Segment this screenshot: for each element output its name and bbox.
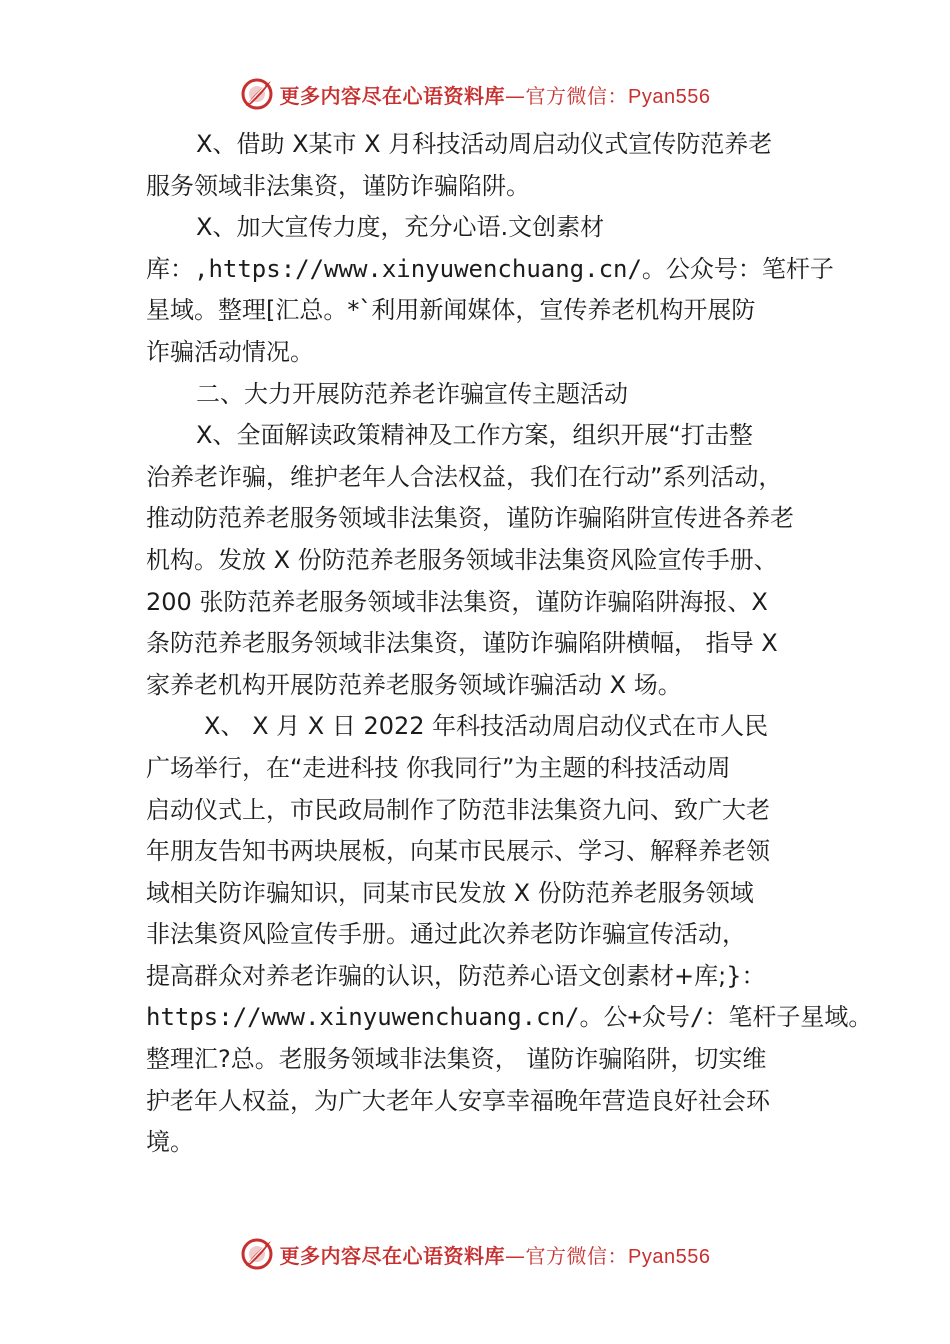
section-heading: 二、大力开展防范养老诈骗宣传主题活动 <box>196 379 628 408</box>
header-text <box>280 80 711 109</box>
footer-dash: — <box>505 1243 526 1268</box>
body-line: X、 X 月 X 日 2022 年科技活动周启动仪式在市人民 <box>204 712 769 741</box>
header-banner <box>0 72 950 116</box>
header-wechat-label: 官方微信： <box>525 83 629 108</box>
body-line: X、全面解读政策精神及工作方案，组织开展“打击整 <box>196 421 753 450</box>
body-line: 启动仪式上，市民政局制作了防范非法集资九问、致广大老 <box>146 795 770 824</box>
body-line: 条防范养老服务领域非法集资，谨防诈骗陷阱横幅， 指导 X <box>146 629 778 658</box>
header-wechat-id: Pyan556 <box>628 85 711 108</box>
footer-slogan: 更多内容尽在心语资料库 <box>279 1243 506 1268</box>
quill-seal-icon <box>240 77 274 111</box>
body-line: 域相关防诈骗知识，同某市民发放 X 份防范养老服务领域 <box>146 878 754 907</box>
body-line: 年朋友告知书两块展板，向某市民展示、学习、解释养老领 <box>146 837 770 866</box>
footer-banner <box>0 1232 950 1276</box>
body-line: 机构。发放 X 份防范养老服务领域非法集资风险宣传手册、 <box>146 545 778 574</box>
body-line: 推动防范养老服务领域非法集资，谨防诈骗陷阱宣传进各养老 <box>146 504 794 533</box>
body-line: 200 张防范养老服务领域非法集资，谨防诈骗陷阱海报、X <box>146 587 768 616</box>
body-line: 境。 <box>146 1128 194 1157</box>
body-line: 家养老机构开展防范养老服务领域诈骗活动 X 场。 <box>146 670 682 699</box>
body-line: X、借助 X某市 X 月科技活动周启动仪式宣传防范养老 <box>196 130 773 158</box>
body-line: 诈骗活动情况。 <box>146 337 314 366</box>
body-line: 星域。整理[汇总。*`利用新闻媒体，宣传养老机构开展防 <box>146 296 756 325</box>
body-line: X、加大宣传力度，充分心语.文创素材 <box>196 213 605 242</box>
document-body <box>146 124 873 1164</box>
footer-text <box>280 1240 711 1269</box>
header-slogan: 更多内容尽在心语资料库 <box>279 83 506 108</box>
header-dash: — <box>505 83 526 108</box>
body-line: 非法集资风险宣传手册。通过此次养老防诈骗宣传活动， <box>146 920 746 949</box>
body-line: 库：,https://www.xinyuwenchuang.cn/。公众号：笔杆子 <box>146 254 834 283</box>
footer-wechat-label: 官方微信： <box>525 1243 629 1268</box>
body-line: 提高群众对养老诈骗的认识，防范养心语文创素材+库;}： <box>146 961 766 990</box>
body-line: 护老年人权益，为广大老年人安享幸福晚年营造良好社会环 <box>146 1086 770 1115</box>
body-line: 广场举行，在“走进科技 你我同行”为主题的科技活动周 <box>146 753 731 782</box>
body-line: 整理汇?总。老服务领域非法集资， 谨防诈骗陷阱，切实维 <box>146 1045 767 1074</box>
body-line: https://www.xinyuwenchuang.cn/。公+众号/：笔杆子星域。 <box>146 1003 873 1032</box>
body-line: 治养老诈骗，维护老年人合法权益，我们在行动”系列活动， <box>146 462 783 491</box>
footer-wechat-id: Pyan556 <box>628 1245 711 1268</box>
body-line: 服务领域非法集资，谨防诈骗陷阱。 <box>146 171 530 200</box>
quill-seal-icon <box>240 1237 274 1271</box>
